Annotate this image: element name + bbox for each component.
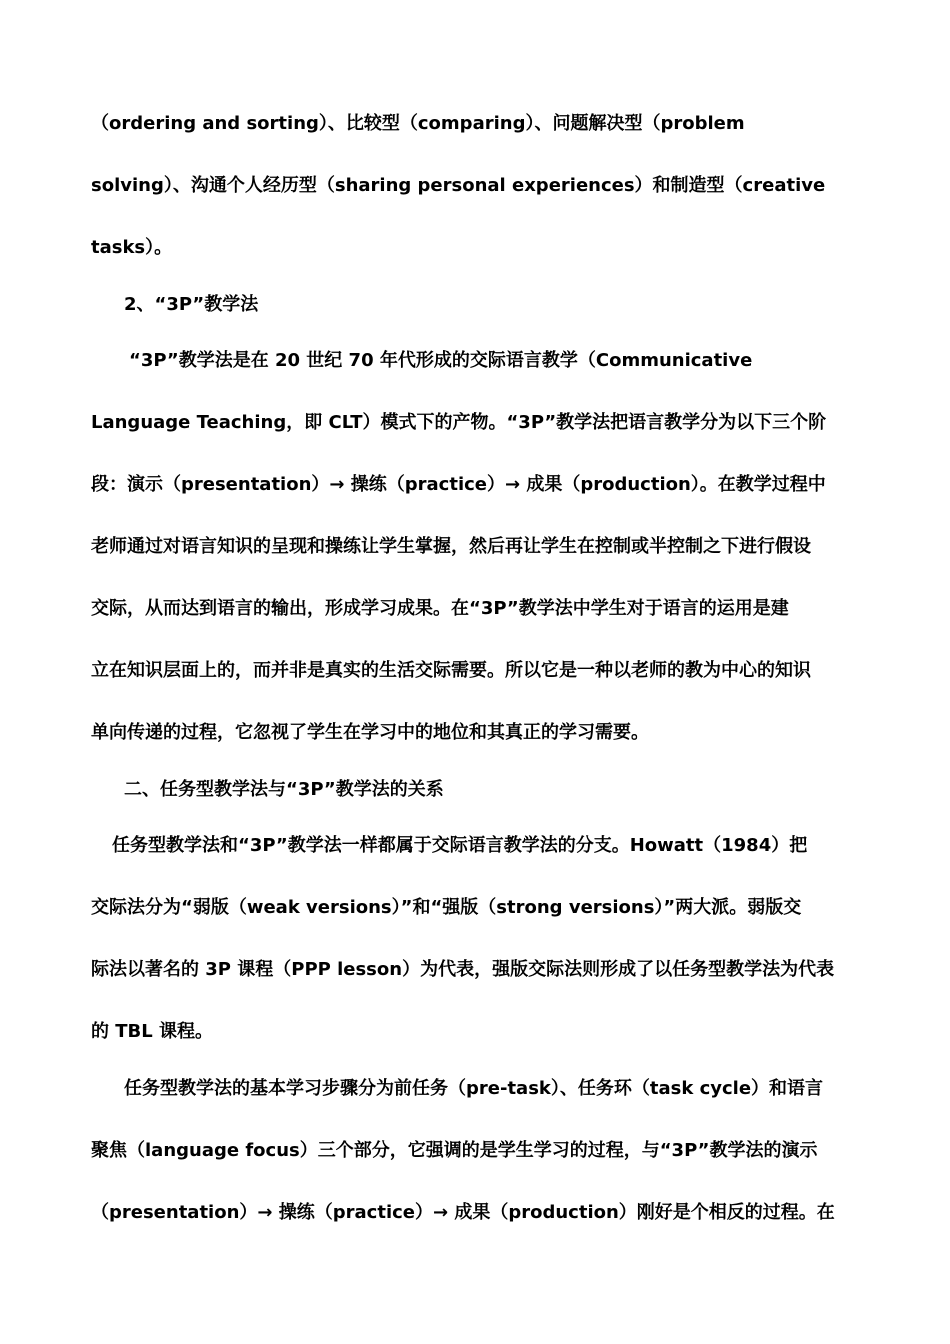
text-line: 老师通过对语言知识的呈现和操练让学生掌握，然后再让学生在控制或半控制之下进行假设 bbox=[91, 536, 811, 557]
text-line: （presentation）→ 操练（practice）→ 成果（production）刚好是个相反的过程。在 bbox=[91, 1202, 835, 1223]
text-line: 交际，从而达到语言的输出，形成学习成果。在“3P”教学法中学生对于语言的运用是建 bbox=[91, 598, 789, 619]
text-line: “3P”教学法是在 20 世纪 70 年代形成的交际语言教学（Communicative bbox=[129, 350, 753, 371]
text-line: （ordering and sorting）、比较型（comparing）、问题解决型（problem bbox=[91, 113, 745, 134]
text-line: 段：演示（presentation）→ 操练（practice）→ 成果（production）。在教学过程中 bbox=[91, 474, 826, 495]
text-line: 任务型教学法和“3P”教学法一样都属于交际语言教学法的分支。Howatt（1984）把 bbox=[112, 835, 808, 856]
text-line: solving）、沟通个人经历型（sharing personal experiences）和制造型（creative bbox=[91, 175, 826, 196]
text-line: 的 TBL 课程。 bbox=[91, 1021, 214, 1042]
text-line: Language Teaching，即 CLT）模式下的产物。“3P”教学法把语言教学分为以下三个阶 bbox=[91, 412, 827, 433]
section-heading: 2、“3P”教学法 bbox=[124, 294, 259, 315]
text-line: 任务型教学法的基本学习步骤分为前任务（pre-task）、任务环（task cycle）和语言 bbox=[124, 1078, 824, 1099]
text-line: tasks）。 bbox=[91, 237, 173, 258]
text-line: 单向传递的过程，它忽视了学生在学习中的地位和其真正的学习需要。 bbox=[91, 722, 649, 743]
text-line: 聚焦（language focus）三个部分，它强调的是学生学习的过程，与“3P”教学法的演示 bbox=[91, 1140, 818, 1161]
text-line: 立在知识层面上的，而并非是真实的生活交际需要。所以它是一种以老师的教为中心的知识 bbox=[91, 660, 811, 681]
text-line: 交际法分为“弱版（weak versions）”和“强版（strong versions）”两大派。弱版交 bbox=[91, 897, 802, 918]
text-line: 际法以著名的 3P 课程（PPP lesson）为代表，强版交际法则形成了以任务型教学法为代表 bbox=[91, 959, 835, 980]
section-heading: 二、任务型教学法与“3P”教学法的关系 bbox=[124, 779, 444, 800]
